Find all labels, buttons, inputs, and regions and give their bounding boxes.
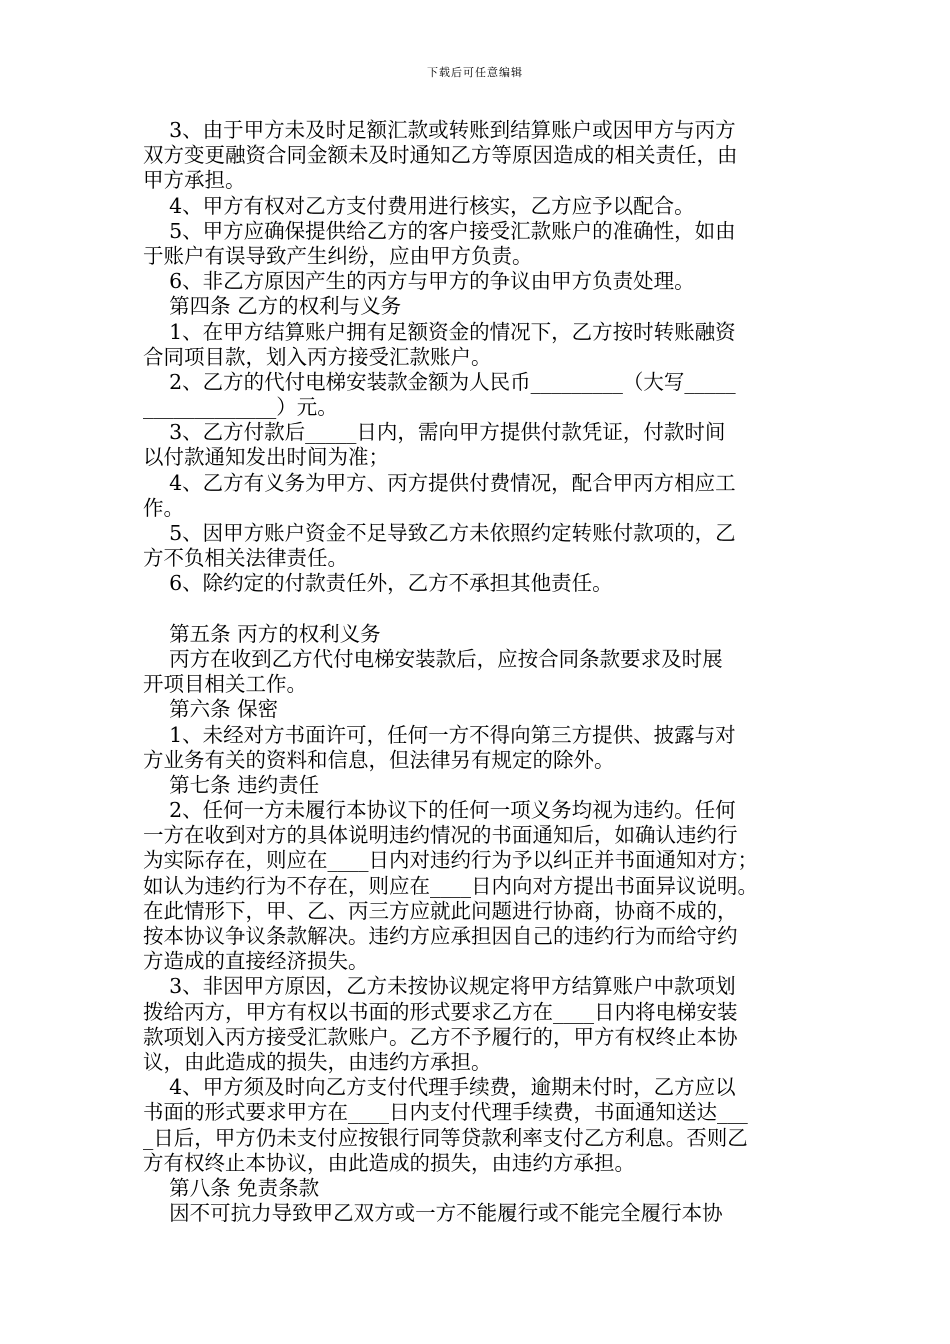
text-line: 4、乙方有义务为甲方、丙方提供付费情况，配合甲丙方相应工	[143, 470, 736, 495]
text-line: 方有权终止本协议，由此造成的损失，由违约方承担。	[143, 1150, 635, 1175]
text-line: 1、未经对方书面许可，任何一方不得向第三方提供、披露与对	[143, 722, 736, 747]
text-line: 开项目相关工作。	[143, 672, 307, 697]
text-line: 拨给丙方，甲方有权以书面的形式要求乙方在____日内将电梯安装	[143, 999, 738, 1024]
text-line: _日后，甲方仍未支付应按银行同等贷款利率支付乙方利息。否则乙	[143, 1125, 748, 1150]
text-line: 合同项目款，划入丙方接受汇款账户。	[143, 344, 492, 369]
section-heading: 第八条 免责条款	[143, 1175, 320, 1200]
section-heading: 第五条 丙方的权利义务	[143, 621, 381, 646]
text-line: 4、甲方须及时向乙方支付代理手续费，逾期未付时，乙方应以	[143, 1075, 736, 1100]
text-line: 款项划入丙方接受汇款账户。乙方不予履行的，甲方有权终止本协	[143, 1024, 738, 1049]
text-line: 丙方在收到乙方代付电梯安装款后，应按合同条款要求及时展	[143, 646, 723, 671]
text-line: 方不负相关法律责任。	[143, 546, 348, 571]
section-heading: 第七条 违约责任	[143, 772, 320, 797]
text-line: 作。	[143, 495, 184, 520]
text-line: 双方变更融资合同金额未及时通知乙方等原因造成的相关责任，由	[143, 143, 738, 168]
document-body	[143, 118, 815, 1226]
text-line: 以付款通知发出时间为准；	[143, 445, 389, 470]
blank-line	[143, 597, 815, 622]
text-line: 议，由此造成的损失，由违约方承担。	[143, 1049, 492, 1074]
text-line: 按本协议争议条款解决。违约方应承担因自己的违约行为而给守约	[143, 924, 738, 948]
section-heading: 第六条 保密	[143, 697, 279, 722]
text-line: 一方在收到对方的具体说明违约情况的书面通知后，如确认违约行	[143, 823, 738, 848]
text-line: 方业务有关的资料和信息，但法律另有规定的除外。	[143, 747, 615, 772]
text-line: 3、乙方付款后_____日内，需向甲方提供付款凭证，付款时间	[143, 420, 726, 445]
text-line: 3、由于甲方未及时足额汇款或转账到结算账户或因甲方与丙方	[143, 118, 736, 142]
section-heading: 第四条 乙方的权利与义务	[143, 294, 402, 319]
text-line: 1、在甲方结算账户拥有足额资金的情况下，乙方按时转账融资	[143, 319, 736, 344]
text-line: 因不可抗力导致甲乙双方或一方不能履行或不能完全履行本协	[143, 1201, 723, 1226]
text-line: 6、非乙方原因产生的丙方与甲方的争议由甲方负责处理。	[143, 269, 695, 294]
text-line: 2、乙方的代付电梯安装款金额为人民币_________（大写_____	[143, 369, 736, 394]
text-line: _____________）元。	[143, 395, 338, 420]
text-line: 如认为违约行为不存在，则应在____日内向对方提出书面异议说明。	[143, 873, 758, 898]
text-line: 书面的形式要求甲方在____日内支付代理手续费，书面通知送达___	[143, 1100, 748, 1125]
text-line: 6、除约定的付款责任外，乙方不承担其他责任。	[143, 571, 613, 596]
text-line: 4、甲方有权对乙方支付费用进行核实，乙方应予以配合。	[143, 193, 695, 218]
text-line: 在此情形下，甲、乙、丙三方应就此问题进行协商，协商不成的，	[143, 898, 738, 923]
text-line: 于账户有误导致产生纠纷，应由甲方负责。	[143, 243, 533, 268]
text-line: 方造成的直接经济损失。	[143, 949, 369, 974]
text-line: 2、任何一方未履行本协议下的任何一项义务均视为违约。任何	[143, 798, 736, 823]
text-line: 为实际存在，则应在____日内对违约行为予以纠正并书面通知对方；	[143, 848, 758, 873]
text-line: 3、非因甲方原因，乙方未按协议规定将甲方结算账户中款项划	[143, 974, 736, 999]
page-header-note: 下载后可任意编辑	[427, 66, 523, 79]
text-line: 5、因甲方账户资金不足导致乙方未依照约定转账付款项的，乙	[143, 521, 736, 545]
text-line: 5、甲方应确保提供给乙方的客户接受汇款账户的准确性，如由	[143, 218, 736, 243]
text-line: 甲方承担。	[143, 168, 246, 193]
